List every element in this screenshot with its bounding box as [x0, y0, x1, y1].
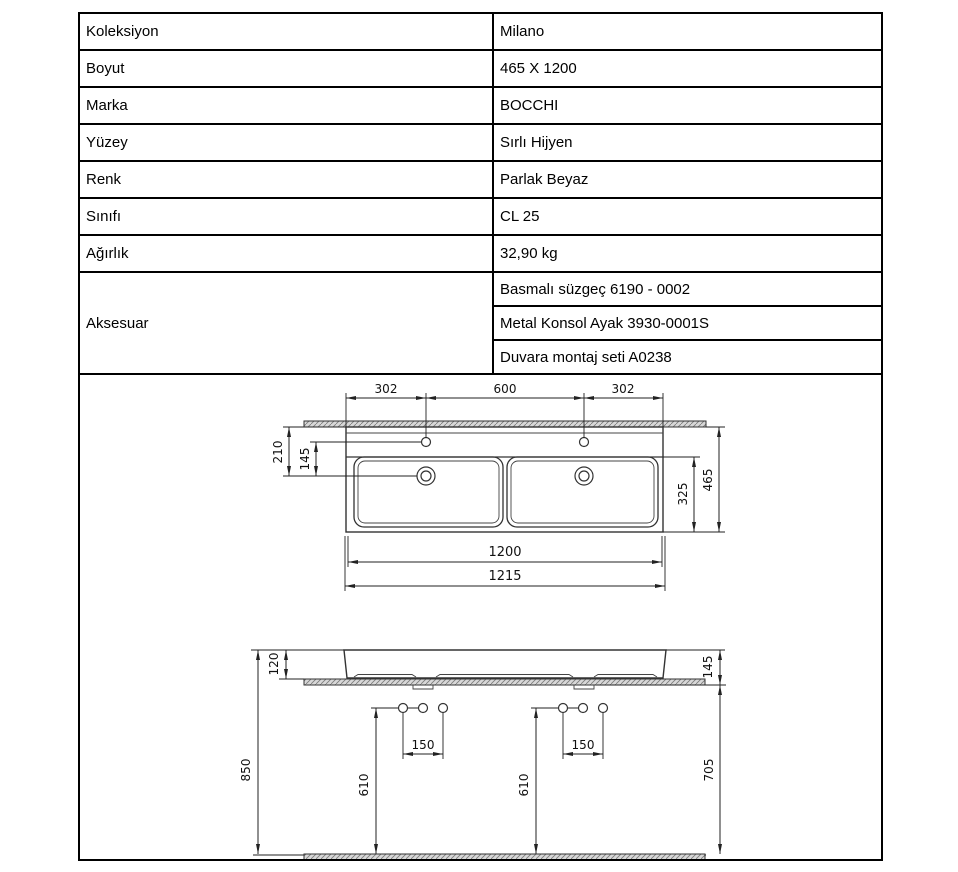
dim-label-610-right: 610 — [517, 773, 531, 797]
accessory-value-3: Duvara montaj seti A0238 — [493, 340, 882, 374]
spec-value-koleksiyon: Milano — [493, 13, 882, 50]
basin-outline-plan — [346, 427, 663, 532]
dim-label-150-left: 150 — [411, 738, 435, 752]
spec-label-boyut: Boyut — [79, 50, 493, 87]
spec-label-renk: Renk — [79, 161, 493, 198]
dim-label-600: 600 — [493, 382, 517, 396]
dim-label-302-right: 302 — [611, 382, 635, 396]
wall-strip-front — [304, 679, 705, 685]
spec-label-marka: Marka — [79, 87, 493, 124]
table-row — [79, 13, 882, 50]
mount-hole — [419, 704, 428, 713]
dim-label-145-plan: 145 — [298, 447, 312, 471]
mount-hole — [599, 704, 608, 713]
table-row — [79, 235, 882, 272]
spec-value-agirlik: 32,90 kg — [493, 235, 882, 272]
technical-drawing-row — [79, 374, 882, 860]
spec-value-yuzey: Sırlı Hijyen — [493, 124, 882, 161]
mount-hole — [439, 704, 448, 713]
dim-label-120: 120 — [267, 652, 281, 676]
spec-label-aksesuar: Aksesuar — [79, 272, 493, 374]
dim-label-1215: 1215 — [488, 569, 522, 584]
table-row — [79, 50, 882, 87]
accessory-value-1: Basmalı süzgeç 6190 - 0002 — [493, 272, 882, 306]
dim-label-325: 325 — [676, 482, 690, 506]
table-row — [79, 161, 882, 198]
dim-label-850: 850 — [239, 758, 253, 782]
spec-value-renk: Parlak Beyaz — [493, 161, 882, 198]
table-row — [79, 198, 882, 235]
table-row — [79, 124, 882, 161]
mount-hole — [579, 704, 588, 713]
faucet-hole-right — [580, 438, 589, 447]
spec-label-koleksiyon: Koleksiyon — [79, 13, 493, 50]
spec-value-sinifi: CL 25 — [493, 198, 882, 235]
spec-label-yuzey: Yüzey — [79, 124, 493, 161]
mount-hole — [559, 704, 568, 713]
floor-line — [304, 854, 705, 859]
basin-outline-front — [344, 650, 666, 678]
dim-label-145-front: 145 — [701, 655, 715, 679]
front-view — [239, 650, 726, 859]
dim-label-1200: 1200 — [488, 545, 522, 560]
product-spec-table — [78, 12, 883, 861]
technical-drawing-cell — [79, 374, 882, 860]
dim-label-610-left: 610 — [357, 773, 371, 797]
dim-label-150-right: 150 — [571, 738, 595, 752]
spec-value-marka: BOCCHI — [493, 87, 882, 124]
top-view — [271, 382, 725, 591]
wall-strip-plan — [304, 421, 706, 427]
table-row — [79, 272, 882, 306]
spec-label-agirlik: Ağırlık — [79, 235, 493, 272]
spec-value-boyut: 465 X 1200 — [493, 50, 882, 87]
technical-drawing — [86, 375, 882, 859]
dim-label-705: 705 — [702, 758, 716, 782]
dim-label-302-left: 302 — [374, 382, 398, 396]
dim-label-465: 465 — [701, 468, 715, 492]
accessory-value-2: Metal Konsol Ayak 3930-0001S — [493, 306, 882, 340]
dim-label-210: 210 — [271, 440, 285, 464]
faucet-hole-left — [422, 438, 431, 447]
spec-label-sinifi: Sınıfı — [79, 198, 493, 235]
table-row — [79, 87, 882, 124]
mount-hole — [399, 704, 408, 713]
